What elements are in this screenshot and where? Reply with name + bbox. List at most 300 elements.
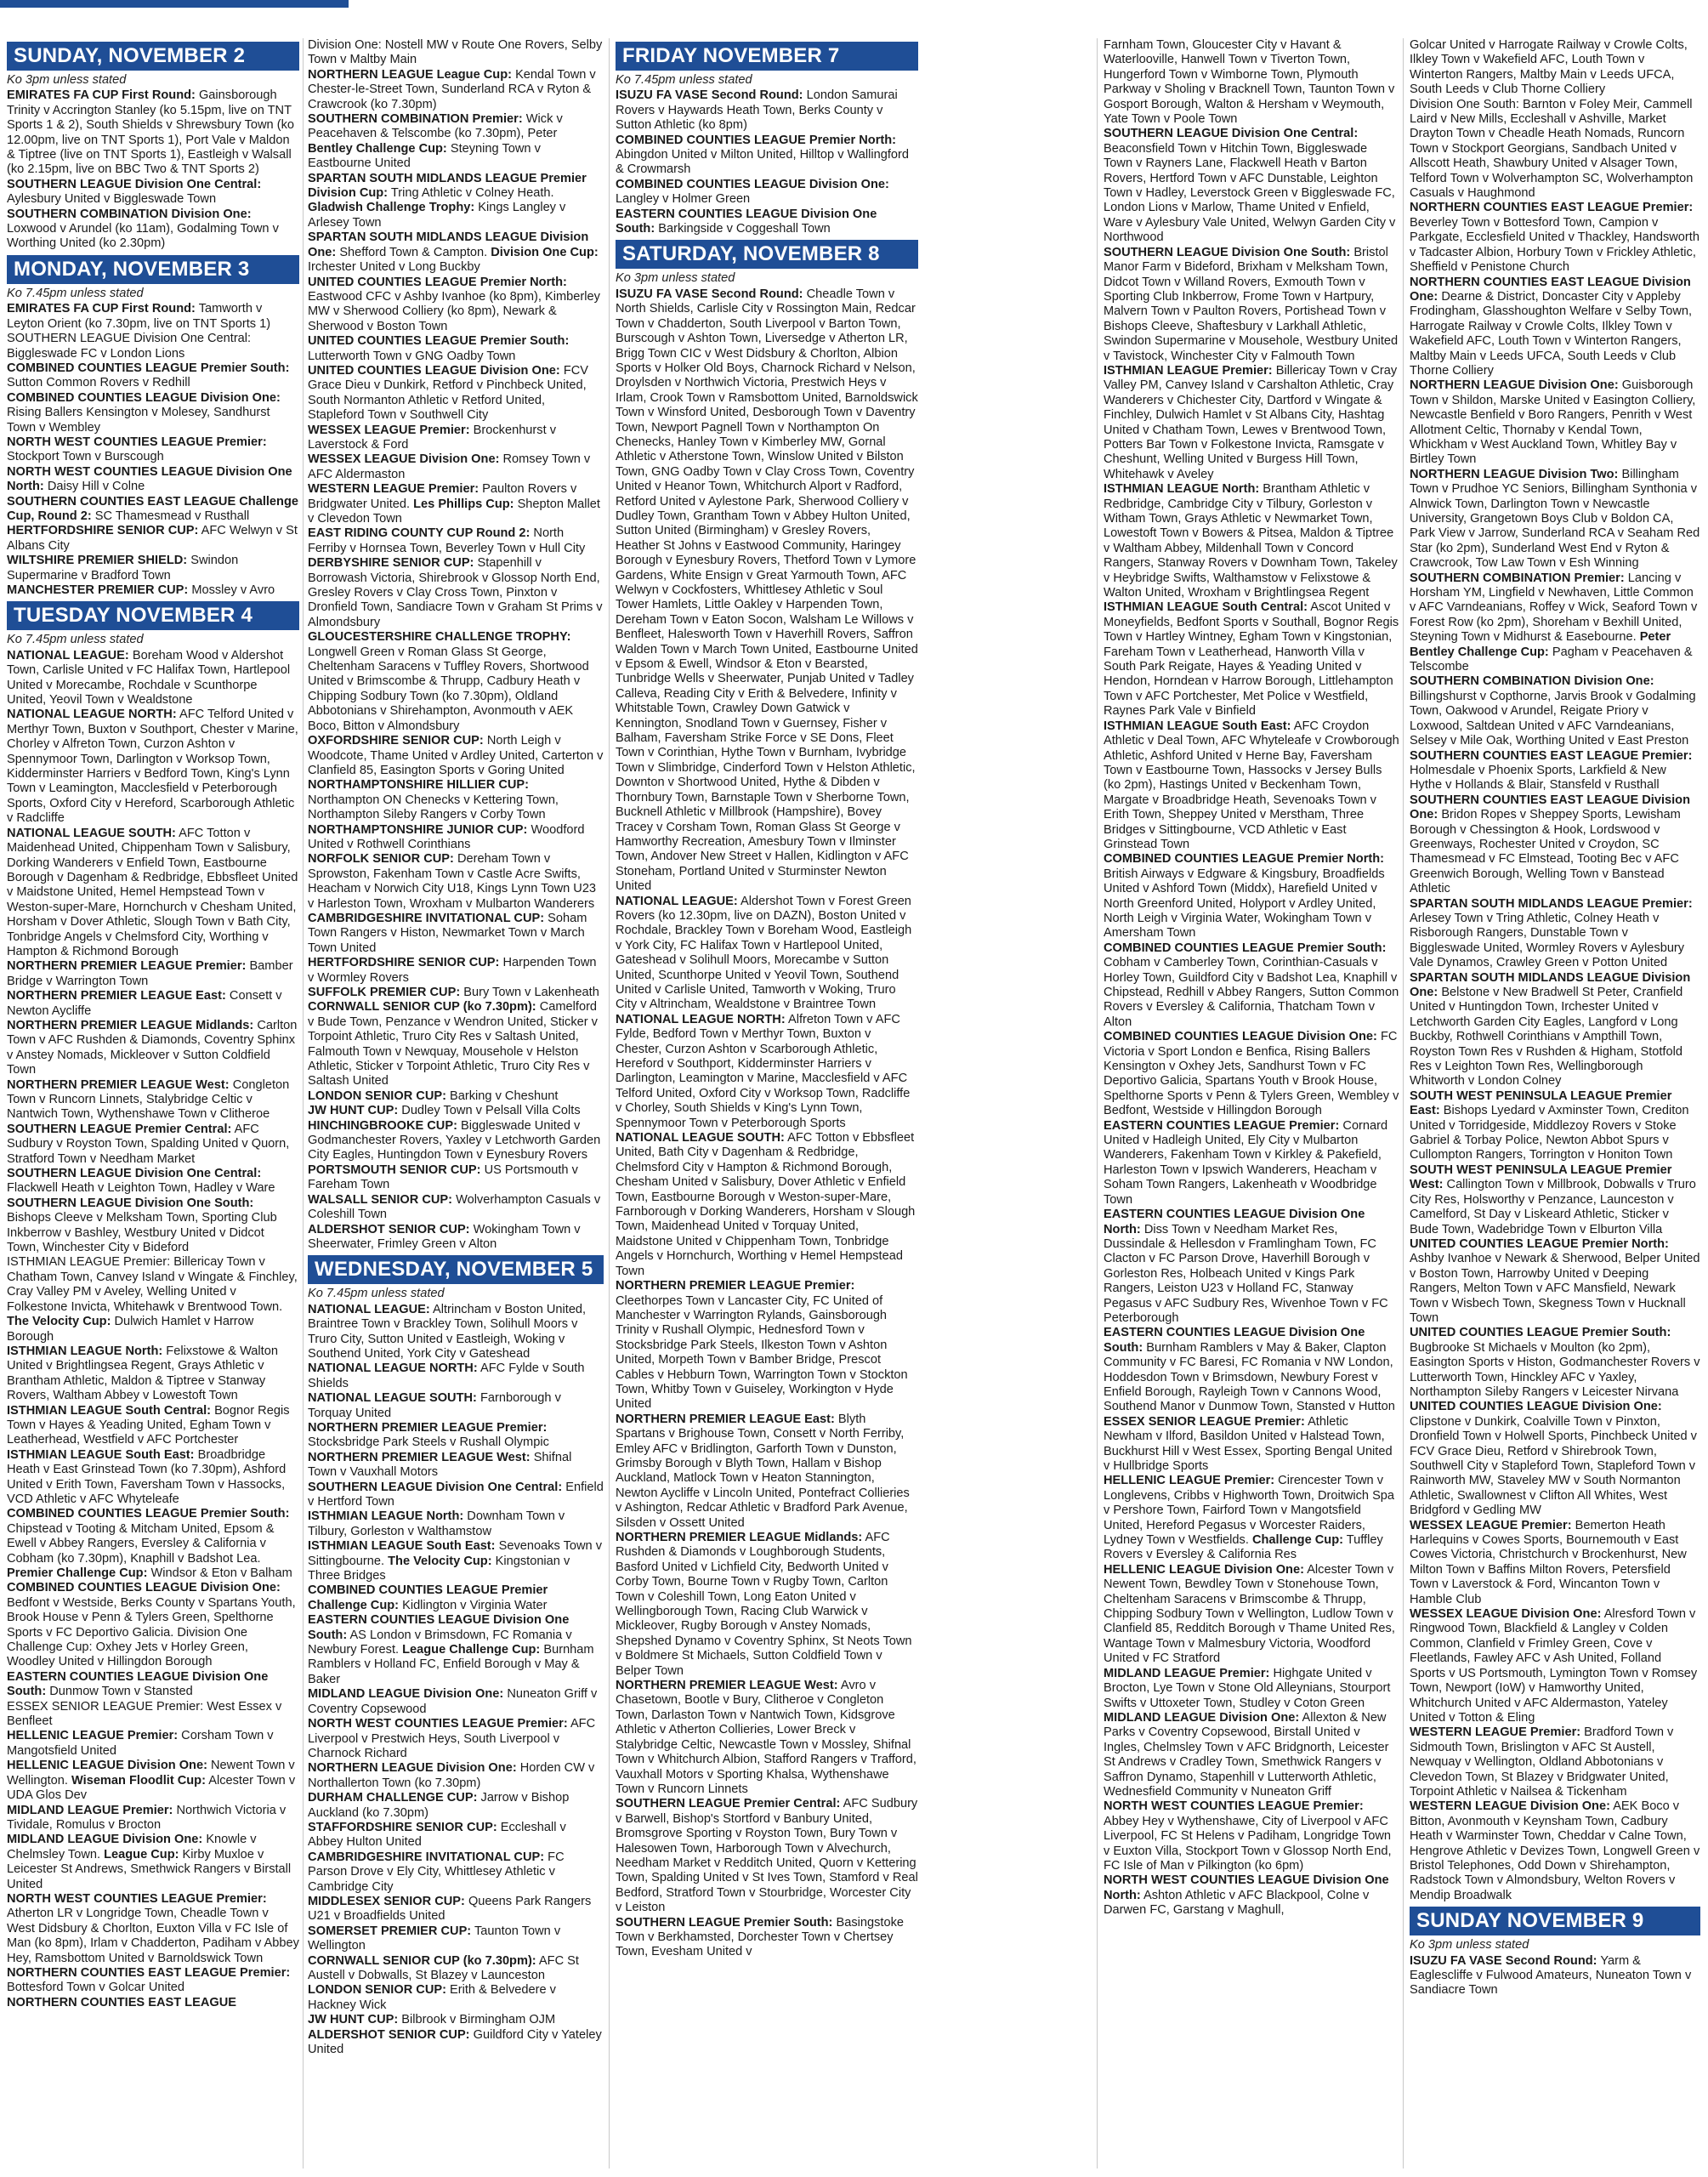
fixture-list: Kendal Town v Chester-le-Street Town, Sunderland RCA v Ryton & Crawcrook (ko 7.30pm)	[308, 67, 596, 111]
fixture-entry	[1104, 482, 1399, 600]
competition-name: EMIRATES FA CUP First Round:	[7, 88, 196, 103]
competition-name: NORTHERN LEAGUE Division Two:	[1410, 467, 1619, 481]
fixture-list: Guildford City v Yateley United	[308, 2027, 602, 2057]
fixture-list: Farnham Town, Gloucester City v Havant & Waterlooville, Hanwell Town v Tiverton Town, Hungerford Town v Wimborne Town, Plymouth Parkway v Sholing v Bracknell Town, Taunton Town v Gosport Borough, Walton & Hersham v Weymouth, Yate Town v Poole Town	[1104, 38, 1395, 127]
day-header-tuesday-november-4: TUESDAY NOVEMBER 4	[7, 601, 299, 630]
sub-competition-name: The Velocity Cup:	[388, 1554, 492, 1568]
fixture-entry	[1410, 201, 1700, 275]
competition-name: SOUTH WEST PENINSULA LEAGUE Premier West:	[1410, 1162, 1672, 1192]
fixture-entry	[7, 827, 299, 960]
fixture-list: Langley v Holmer Green	[616, 192, 751, 207]
fixture-list: Division One South: Barnton v Foley Meir, Cammell Laird v New Mills, Eccleshall v Ashville, Market Drayton Town v Cheadle Heath Nomads, Runcorn Town v Stockport Georgians, Sandbach United v Allscott Heath, Shawbury United v Alsager Town, Telford Town v Wolverhampton SC, Wolverhampton Casuals v Haughmond	[1410, 97, 1694, 201]
competition-name: WESSEX LEAGUE Premier:	[308, 423, 470, 437]
fixture-list: Steyning Town v Eastbourne United	[308, 141, 541, 171]
fixture-entry	[7, 435, 299, 465]
fixture-list: British Airways v Edgware & Kingsbury, Broadfields United v Ashford Town (Middx), Harefield United v North Greenford United, Holyport v Ardley United, North Leigh v Virginia Water, Wokingham Town v Amersham Town	[1104, 867, 1385, 941]
competition-name: NATIONAL LEAGUE NORTH:	[7, 708, 177, 722]
fixture-entry	[7, 1078, 299, 1123]
fixture-entry	[308, 556, 604, 630]
kickoff-note: Ko 7.45pm unless stated	[616, 73, 752, 87]
fixture-list: Northwich Victoria v Tividale, Romulus v Brocton	[7, 1803, 287, 1832]
competition-name: WESSEX LEAGUE Division One:	[308, 452, 500, 467]
fixture-list: Flackwell Heath v Leighton Town, Hadley v Ware	[7, 1181, 275, 1196]
fixture-entry	[308, 526, 604, 556]
sub-competition-name: Les Phillips Cup:	[413, 497, 514, 511]
fixture-entry	[308, 423, 604, 453]
fixture-entry	[308, 1509, 604, 1539]
fixture-entry	[308, 1481, 604, 1510]
fixture-entry	[308, 1391, 604, 1421]
kickoff-note: Ko 7.45pm unless stated	[308, 1287, 445, 1301]
fixture-list: Cobham v Camberley Town, Corinthian-Casuals v Horley Town, Guildford City v Badshot Lea, Knaphill v Chipstead, Redhill v Abbey Rangers, Sutton Common Rovers v Eversley & California, Thatcham Town v Alton	[1104, 956, 1399, 1029]
sub-fixture-list: Burnham Ramblers v Holland FC, Enfield Borough v May & Baker	[308, 1643, 594, 1686]
fixture-list: Bury Town v Lakenheath	[463, 986, 599, 999]
fixture-list: FC Victoria v Sport London e Benfica, Rising Ballers Kensington v Oxhey Jets, Sandhurst Town v FC Deportivo Galicia, Spartans Youth v Brook House, Spelthorne Sports v Penn & Tylers Green, Wembley v Bedfont, Westside v Hillingdon Borough	[1104, 1030, 1399, 1118]
competition-name: Bentley Challenge Cup:	[308, 141, 447, 156]
fixture-list: Aldershot Town v Forest Green Rovers (ko 12.30pm, live on DAZN), Boston United v Rochdale, Brackley Town v Boreham Wood, Eastleigh v York City, FC Halifax Town v Hartlepool United, Gateshead v Solihull Moors, Morecambe v Sutton United, Scunthorpe United v Yeovil Town, Southend United v Carlisle United, Tamworth v Woking, Truro City v Altrincham, Wealdstone v Braintree Town	[616, 894, 912, 1012]
column-divider	[609, 38, 610, 2168]
kickoff-note: Ko 7.45pm unless stated	[7, 286, 144, 300]
competition-name: SPARTAN SOUTH MIDLANDS LEAGUE Premier:	[1410, 896, 1693, 911]
competition-name: JW HUNT CUP:	[308, 2013, 399, 2027]
fixture-list: AS London v Brimsdown, FC Romania v Newbury Forest.	[308, 1628, 572, 1657]
competition-name: SOUTHERN LEAGUE Premier South:	[616, 1915, 833, 1930]
competition-name: HERTFORDSHIRE SENIOR CUP:	[308, 956, 500, 970]
fixture-entry	[1104, 1474, 1399, 1562]
fixture-entry	[308, 1821, 604, 1850]
competition-name: SPARTAN SOUTH MIDLANDS LEAGUE Division One:	[1410, 970, 1691, 999]
fixture-entry	[1410, 1607, 1700, 1725]
fixture-list: Erith & Belvedere v Hackney Wick	[308, 1983, 556, 2012]
fixture-entry	[1104, 1873, 1399, 1918]
fixture-entry	[1104, 1799, 1399, 1873]
fixture-entry	[308, 1954, 604, 1984]
fixture-list: Avro v Chasetown, Bootle v Bury, Clitheroe v Congleton Town, Darlaston Town v Nantwich Town, Kidsgrove Athletic v Atherton Collieries, Lower Breck v Stalybridge Celtic, Newcastle Town v Mossley, Shifnal Town v Whitchurch Albion, Stafford Rangers v Trafford, Vauxhall Motors v Sporting Khalsa, Wythenshawe Town v Runcorn Linnets	[616, 1679, 916, 1796]
fixture-list: Billericay Town v Cray Valley PM, Canvey Island v Carshalton Athletic, Cray Wanderers v Chichester City, Dartford v Wingate & Finchley, Dulwich Hamlet v St Albans City, Hashtag United v Chatham Town, Lewes v Brentwood Town, Potters Bar Town v Folkestone Invicta, Ramsgate v Cheshunt, Welling United v Burgess Hill Town, Whitehawk v Aveley	[1104, 363, 1398, 481]
fixture-entry	[7, 524, 299, 554]
fixture-entry	[308, 276, 604, 335]
fixture-entry	[308, 1761, 604, 1791]
fixture-list: Corsham Town v Mangotsfield United	[7, 1729, 274, 1758]
fixture-entry	[616, 1279, 918, 1412]
fixture-list: AFC Totton v Ebbsfleet United, Bath City v Dagenham & Redbridge, Chelmsford City v Hampton & Richmond Borough, Chesham United v Salisbury, Dover Athletic v Enfield Town, Eastbourne Borough v Weston-super-Mare, Farnborough v Dorking Wanderers, Horsham v Slough Town, Maidenhead United v Torquay United, Maidstone United v Chippenham Town, Tonbridge Angels v Hornchurch, Worthing v Hemel Hempstead Town	[616, 1131, 916, 1278]
fixture-entry	[308, 334, 604, 364]
competition-name: HINCHINGBROOKE CUP:	[308, 1118, 457, 1133]
competition-name: MIDLAND LEAGUE Division One:	[7, 1833, 203, 1847]
fixture-list: Carlton Town v AFC Rushden & Diamonds, Coventry Sphinx v Anstey Nomads, Mickleover v Sutton Coldfield Town	[7, 1018, 298, 1077]
competition-name: EASTERN COUNTIES LEAGUE Division One South:	[7, 1669, 269, 1699]
fixture-list: Alcester Town v Newent Town, Bewdley Town v Stonehouse Town, Cheltenham Saracens v Brimscombe & Thrupp, Chipping Sodbury Town v Wellington, Ludlow Town v Clanfield 85, Redditch Borough v Thame United Res, Wantage Town v Malmesbury Victoria, Woodford United v FC Stratford	[1104, 1562, 1395, 1666]
competition-name: COMBINED COUNTIES LEAGUE Division One:	[7, 390, 281, 405]
competition-name: DURHAM CHALLENGE CUP:	[308, 1791, 478, 1805]
competition-name: NATIONAL LEAGUE SOUTH:	[616, 1131, 785, 1145]
fixture-list: Ashby Ivanhoe v Newark & Sherwood, Belper United v Boston Town, Harrowby United v Deeping Rangers, Melton Town v AFC Mansfield, Newark Town v Wisbech Town, Skegness Town v Hucknall Town	[1410, 1252, 1700, 1325]
fixture-list: Clipstone v Dunkirk, Coalville Town v Pinxton, Dronfield Town v Holwell Sports, Pinchbeck United v FCV Grace Dieu, Retford v Shirebrook Town, Southwell City v Stapleford Town, Stapleford Town v Rainworth MW, Staveley MW v South Normanton Athletic, Swallownest v Clifton All Whites, West Bridgford v Gedling MW	[1410, 1414, 1697, 1518]
fixture-list: Newent Town v Wellington.	[7, 1759, 295, 1788]
fixture-list: Taunton Town v Wellington	[308, 1924, 561, 1953]
competition-name: NORTHERN LEAGUE Division One:	[308, 1761, 517, 1776]
fixture-list: Stapenhill v Borrowash Victoria, Shirebrook v Glossop North End, Gresley Rovers v Clay Cross Town, Pinxton v Dronfield Town, Sandiacre Town v Graham St Prims v Almondsbury	[308, 556, 603, 629]
competition-name: MIDDLESEX SENIOR CUP:	[308, 1894, 465, 1908]
competition-name: EASTERN COUNTIES LEAGUE Division One South:	[308, 1613, 570, 1642]
fixture-entry	[616, 1916, 918, 1960]
fixture-list: Bristol Manor Farm v Bideford, Brixham v Melksham Town, Didcot Town v Willand Rovers, Exmouth Town v Sporting Club Inkberrow, Frome Town v Hartpury, Malvern Town v Paulton Rovers, Portishead Town v Bishops Cleeve, Shaftesbury v Larkhall Athletic, Swindon Supermarine v Mousehole, Westbury United v Tavistock, Winchester City v Falmouth Town	[1104, 245, 1399, 363]
sub-competition-name: Division One Cup:	[491, 245, 599, 259]
competition-name: NORTHAMPTONSHIRE HILLIER CUP:	[308, 778, 529, 793]
competition-name: HELLENIC LEAGUE Division One:	[7, 1759, 207, 1773]
competition-name: WESTERN LEAGUE Premier:	[308, 482, 479, 497]
fixture-list: Alfreton Town v AFC Fylde, Bedford Town v Merthyr Town, Buxton v Chester, Curzon Ashton v Scarborough Athletic, Hereford v Southport, Kidderminster Harriers v Darlington, Leamington v Marine, Macclesfield v AFC Telford United, Oxford City v Worksop Town, Radcliffe v Chorley, South Shields v King's Lynn Town, Spennymoor Town v Peterborough Sports	[616, 1012, 911, 1130]
competition-name: UNITED COUNTIES LEAGUE Premier South:	[1410, 1326, 1671, 1340]
competition-name: EASTERN COUNTIES LEAGUE Division One North:	[1104, 1208, 1365, 1236]
competition-name: NORTH WEST COUNTIES LEAGUE Division One North:	[7, 464, 292, 494]
competition-name: SOUTHERN LEAGUE Division One South:	[7, 1196, 254, 1210]
fixture-entry	[1104, 1326, 1399, 1414]
fixture-entry	[1410, 1954, 1700, 1998]
fixture-list: Mossley v Avro	[191, 583, 275, 597]
fixture-list: Cirencester Town v Longlevens, Cribbs v Highworth Town, Droitwich Spa v Pershore Town, Fairford Town v Mangotsfield United, Hereford Pegasus v Worcester Raiders, Lydney Town v Westfields.	[1104, 1474, 1395, 1548]
fixture-entry	[1410, 38, 1700, 98]
fixture-entry	[308, 142, 604, 172]
fixture-entry	[7, 583, 299, 598]
top-accent-bar	[0, 0, 349, 8]
fixture-list: AFC Rushden & Diamonds v Loughborough Students, Basford United v Lichfield City, Bedworth United v Corby Town, Bourne Town v Rugby Town, Carlton Town v Coleshill Town, Long Eaton United v Wellingborough Town, Racing Club Warwick v Mickleover, Rugby Borough v Anstey Nomads, Shepshed Dynamo v Coventry Sphinx, St Neots Town v Boldmere St Michaels, Sutton Coldfield Town v Belper Town	[616, 1531, 912, 1678]
fixture-entry	[616, 1797, 918, 1915]
fixture-list: Eastwood CFC v Ashby Ivanhoe (ko 8pm), Kimberley MW v Sherwood Colliery (ko 8pm), Newark & Sherwood v Boston Town	[308, 289, 600, 333]
fixture-entry	[1410, 1163, 1700, 1237]
competition-name: NORTHERN COUNTIES EAST LEAGUE Premier:	[7, 1965, 291, 1980]
fixture-entry	[616, 1131, 918, 1279]
day-header-sunday-november-9: SUNDAY NOVEMBER 9	[1410, 1907, 1700, 1935]
fixture-list: Rising Ballers Kensington v Molesey, Sandhurst Town v Wembley	[7, 406, 270, 435]
fixture-entry	[616, 287, 918, 895]
fixture-entry	[1410, 276, 1700, 379]
competition-name: NORTHERN PREMIER LEAGUE West:	[308, 1450, 531, 1464]
competition-name: NORTHERN PREMIER LEAGUE Midlands:	[616, 1531, 863, 1544]
column-divider	[1097, 38, 1098, 2168]
fixture-list: Bridon Ropes v Sheppey Sports, Lewisham Borough v Chessington & Hook, Lordswood v Greenways, Rochester United v Croydon, SC Thamesmead v FC Elmstead, Tooting Bec v AFC Greenwich Borough, Welling Town v Banstead Athletic	[1410, 808, 1681, 896]
competition-name: NATIONAL LEAGUE SOUTH:	[7, 826, 176, 840]
fixture-entry	[1104, 1208, 1399, 1326]
fixture-entry	[616, 207, 918, 237]
competition-name: NATIONAL LEAGUE NORTH:	[308, 1361, 478, 1376]
competition-name: NORTHERN COUNTIES EAST LEAGUE Premier:	[1410, 201, 1694, 215]
competition-name: ISUZU FA VASE Second Round:	[1410, 1953, 1597, 1968]
fixture-entry	[1104, 364, 1399, 482]
fixture-list: Eccleshall v Abbey Hulton United	[308, 1820, 566, 1850]
fixture-list: Aylesbury United v Biggleswade Town	[7, 192, 217, 207]
competition-name: CORNWALL SENIOR CUP (ko 7.30pm):	[308, 1000, 536, 1015]
competition-name: OXFORDSHIRE SENIOR CUP:	[308, 734, 484, 748]
competition-name: NORTHERN PREMIER LEAGUE East:	[7, 989, 226, 1003]
competition-name: SOUTHERN COUNTIES EAST LEAGUE Premier:	[1410, 748, 1693, 763]
fixture-entry	[1410, 793, 1700, 897]
competition-name: SOUTHERN COMBINATION Division One:	[7, 207, 252, 221]
competition-name: STAFFORDSHIRE SENIOR CUP:	[308, 1820, 497, 1834]
column-divider	[303, 38, 304, 2168]
fixture-entry	[1104, 1563, 1399, 1667]
competition-name: WALSALL SENIOR CUP:	[308, 1192, 452, 1207]
fixture-list: Arlesey Town v Tring Athletic, Colney Heath v Risborough Rangers, Dunstable Town v Biggleswade United, Wormley Rovers v Aylesbury Vale Dynamos, Crawley Green v Potton United	[1410, 911, 1685, 970]
fixture-list: Bradford Town v Sidmouth Town, Brislington v AFC St Austell, Newquay v Wellington, Oldland Abbotonians v Clevedon Town, St Blazey v Bridgwater United, Torpoint Athletic v Nailsea & Tickenham	[1410, 1725, 1674, 1799]
fixture-list: Nuneaton Griff v Coventry Copsewood	[308, 1687, 598, 1716]
competition-name: ISTHMIAN LEAGUE South East:	[308, 1539, 496, 1554]
competition-name: GLOUCESTERSHIRE CHALLENGE TROPHY:	[308, 630, 571, 645]
fixture-entry	[1104, 246, 1399, 364]
fixture-list: Chipstead v Tooting & Mitcham United, Epsom & Ewell v Abbey Rangers, Eversley & California v Cobham (ko 7.30pm), Knaphill v Badshot Lea.	[7, 1521, 275, 1566]
fixture-entry	[1410, 897, 1700, 971]
fixture-entry	[308, 1089, 604, 1104]
fixture-list: Bemerton Heath Harlequins v Cowes Sports, Bournemouth v East Cowes Victoria, Christchurch v Brockenhurst, New Milton Town v Baffins Milton Rovers, Petersfield Town v Laverstock & Ford, Wincanton Town v Hamble Club	[1410, 1518, 1687, 1606]
fixture-entry	[1410, 378, 1700, 467]
sub-fixture-list: Kirby Muxloe v Leicester St Andrews, Smethwick Rangers v Birstall United	[7, 1847, 292, 1891]
fixture-entry	[7, 207, 299, 252]
fixture-entry	[1410, 1725, 1700, 1799]
competition-name: COMBINED COUNTIES LEAGUE Premier Challenge Cup:	[308, 1583, 548, 1612]
fixture-list: Downham Town v Tilbury, Gorleston v Walthamstow	[308, 1509, 565, 1538]
competition-name: MANCHESTER PREMIER CUP:	[7, 583, 189, 597]
sub-competition-name: League Challenge Cup:	[402, 1643, 541, 1657]
fixture-entry	[308, 1451, 604, 1481]
fixture-list: Holmesdale v Phoenix Sports, Larkfield & New Hythe v Hollands & Blair, Stansfeld v Rusthall	[1410, 763, 1666, 793]
competition-name: COMBINED COUNTIES LEAGUE Premier South:	[7, 1507, 290, 1521]
fixture-entry	[7, 1507, 299, 1581]
fixture-list: Harpenden Town v Wormley Rovers	[308, 956, 597, 985]
fixture-entry	[7, 1196, 299, 1256]
fixture-entry	[7, 178, 299, 207]
fixture-entry	[308, 2013, 604, 2027]
fixture-list: Lutterworth Town v GNG Oadby Town	[308, 349, 516, 363]
fixture-list: Daisy Hill v Colne	[47, 480, 145, 494]
fixture-list: Blyth Spartans v Brighouse Town, Consett v North Ferriby, Emley AFC v Bridlington, Garforth Town v Dunston, Grimsby Borough v Blyth Town, Hallam v Bishop Auckland, Matlock Town v Heaton Stannington, Newton Aycliffe v Lincoln United, Pontefract Collieries v Ashington, Redcar Athletic v Bradford Park Avenue, Silsden v Ossett United	[616, 1412, 910, 1530]
fixture-entry	[7, 1996, 299, 2010]
fixture-entry	[308, 1223, 604, 1253]
competition-name: COMBINED COUNTIES LEAGUE Division One:	[1104, 1030, 1377, 1044]
competition-name: SOUTHERN COMBINATION Division One:	[1410, 674, 1654, 689]
competition-name: ESSEX SENIOR LEAGUE Premier:	[1104, 1414, 1305, 1429]
competition-name: UNITED COUNTIES LEAGUE Division One:	[1410, 1400, 1662, 1414]
fixture-list: Swindon Supermarine v Bradford Town	[7, 554, 239, 583]
competition-name: PORTSMOUTH SENIOR CUP:	[308, 1162, 481, 1177]
day-header-monday-november-3: MONDAY, NOVEMBER 3	[7, 255, 299, 284]
fixture-list: Bottesford Town v Golcar United	[7, 1981, 185, 1995]
fixture-entry	[7, 1670, 299, 1700]
fixture-list: Consett v Newton Aycliffe	[7, 989, 282, 1018]
fixture-list: Gainsborough Trinity v Accrington Stanley (ko 5.15pm, live on TNT Sports 1 & 2), South Shields v Shrewsbury Town (ko 12.00pm, live on TNT Sports 1), Port Vale v Maldon & Tiptree (live on TNT Sports 1), Eastleigh v Walsall (ko 2.15pm, live on BBC Two & TNT Sports 2)	[7, 88, 294, 177]
fixture-list: Shifnal Town v Vauxhall Motors	[308, 1450, 572, 1480]
competition-name: NATIONAL LEAGUE:	[616, 894, 738, 908]
fixture-entry	[1410, 971, 1700, 1089]
sub-competition-name: Premier Challenge Cup:	[7, 1566, 148, 1580]
fixture-entry	[308, 1421, 604, 1451]
fixture-entry	[308, 38, 604, 68]
column-4	[1104, 38, 1399, 2168]
fixture-entry	[616, 178, 918, 207]
competition-name: ALDERSHOT SENIOR CUP:	[308, 1222, 470, 1236]
sub-competition-name: Challenge Cup:	[1251, 1533, 1343, 1548]
fixture-entry	[1410, 1400, 1700, 1518]
competition-name: NORTHAMPTONSHIRE JUNIOR CUP:	[308, 822, 528, 837]
fixture-list: Dunmow Town v Stansted	[49, 1685, 193, 1699]
fixture-entry	[1104, 941, 1399, 1030]
fixture-list: Bedfont v Westside, Berks County v Spartans Youth, Brook House v Penn & Tylers Green, Spelthorne Sports v FC Deportivo Galicia. Division One Challenge Cup: Oxhey Jets v Horley Green, Woodley United v Hillingdon Borough	[7, 1595, 296, 1669]
fixture-list: Stockport Town v Burscough	[7, 450, 164, 464]
fixture-entry	[1410, 1799, 1700, 1903]
fixture-list: Atherton LR v Longridge Town, Cheadle Town v West Didsbury & Chorlton, Euxton Villa v FC Isle of Man (ko 8pm), Irlam v Chadderton, Padiham v Abbey Hey, Ramsbottom United v Barnoldswick Town	[7, 1907, 299, 1965]
fixture-entry	[1410, 1326, 1700, 1400]
fixture-list: Tamworth v Leyton Orient (ko 7.30pm, live on TNT Sports 1)	[7, 302, 271, 331]
competition-name: NATIONAL LEAGUE NORTH:	[616, 1012, 786, 1026]
kickoff-note: Ko 7.45pm unless stated	[7, 633, 144, 647]
fixture-entry	[1104, 1030, 1399, 1118]
competition-name: NATIONAL LEAGUE:	[308, 1302, 430, 1316]
competition-name: SOUTHERN LEAGUE Division One Central:	[7, 1167, 262, 1181]
fixture-entry	[1410, 98, 1700, 202]
fixture-entry	[1104, 1667, 1399, 1711]
fixture-entry	[308, 112, 604, 142]
fixture-list: SOUTHERN LEAGUE Division One Central: Biggleswade FC v London Lions	[7, 332, 252, 361]
fixture-list: Broadbridge Heath v East Grinstead Town (ko 7.30pm), Ashford United v Erith Town, Faversham Town v Hassocks, VCD Athletic v AFC Whyteleafe	[7, 1447, 287, 1506]
fixture-list: ISTHMIAN LEAGUE Premier: Billericay Town v Chatham Town, Canvey Island v Wingate & Finchley, Cray Valley PM v Aveley, Welling United v Folkestone Invicta, Whitehawk v Brentwood Town.	[7, 1255, 298, 1314]
fixture-list: Billingshurst v Copthorne, Jarvis Brook v Godalming Town, Oakwood v Arundel, Reigate Priory v Loxwood, Saltdean United v AFC Varndeanians, Selsey v Mile Oak, Worthing United v East Preston	[1410, 689, 1696, 748]
fixture-entry	[1410, 571, 1700, 675]
competition-name: MIDLAND LEAGUE Premier:	[1104, 1666, 1270, 1680]
competition-name: UNITED COUNTIES LEAGUE Premier North:	[1410, 1236, 1669, 1251]
competition-name: COMBINED COUNTIES LEAGUE Premier South:	[1104, 941, 1387, 955]
competition-name: COMBINED COUNTIES LEAGUE Premier South:	[7, 361, 290, 375]
fixture-entry	[7, 1255, 299, 1344]
fixture-entry	[616, 895, 918, 1013]
fixture-entry	[308, 230, 604, 275]
fixture-list: Diss Town v Needham Market Res, Dussindale & Hellesdon v Framlingham Town, FC Clacton v FC Parson Drove, Haverhill Borough v Gorleston Res, Holbeach United v Kings Park Rangers, Leiston U23 v Holland FC, Stanway Pegasus v AFC Sudbury Res, Wivenhoe Town v FC Peterborough	[1104, 1222, 1388, 1325]
fixture-list: Barking v Cheshunt	[450, 1088, 559, 1103]
fixture-list: Queens Park Rangers U21 v Broadfields United	[308, 1894, 592, 1924]
competition-name: SOUTHERN COMBINATION Premier:	[308, 112, 523, 127]
competition-name: CAMBRIDGESHIRE INVITATIONAL CUP:	[308, 1850, 545, 1864]
column-1	[7, 38, 299, 2168]
fixture-list: Callington Town v Millbrook, Dobwalls v Truro City Res, Holsworthy v Penzance, Launceston v Camelford, St Day v Liskeard Athletic, Sticker v Bude Town, Wadebridge Town v Elburton Villa	[1410, 1178, 1696, 1236]
fixture-entry	[7, 332, 299, 361]
fixture-list: Altrincham v Boston United, Braintree Town v Brackley Town, Solihull Moors v Truro City, Sutton United v Eastleigh, Woking v Southend United, York City v Gateshead	[308, 1302, 587, 1361]
fixture-entry	[7, 1167, 299, 1196]
fixture-list: AFC Sudbury v Royston Town, Spalding United v Quorn, Stratford Town v Needham Market	[7, 1122, 290, 1166]
fixture-entry	[1410, 1519, 1700, 1607]
fixture-list: Burnham Ramblers v May & Baker, Clapton Community v FC Baresi, FC Romania v NW London, Hoddesdon Town v Brimsdown, Newbury Forest v Enfield Borough, Rayleigh Town v Cannons Wood, Southend Manor v Dunmow Town, Stansted v Hutton	[1104, 1340, 1395, 1414]
fixture-list: Basingstoke Town v Berkhamsted, Dorchester Town v Chertsey Town, Evesham United v	[616, 1915, 904, 1959]
fixture-list: Jarrow v Bishop Auckland (ko 7.30pm)	[308, 1791, 570, 1820]
fixture-entry	[7, 1966, 299, 1996]
competition-name: ISTHMIAN LEAGUE South Central:	[1104, 600, 1308, 615]
fixture-list: AEK Boco v Bitton, Avonmouth v Keynsham Town, Cadbury Heath v Warminster Town, Cheddar v Calne Town, Hengrove Athletic v Devizes Town, Longwell Green v Bristol Telephones, Odd Down v Shirehampton, Radstock Town v Almondsbury, Welton Rovers v Mendip Broadwalk	[1410, 1799, 1700, 1902]
competition-name: EMIRATES FA CUP First Round:	[7, 302, 196, 316]
fixture-list: Cornard United v Hadleigh United, Ely City v Mulbarton Wanderers, Fakenham Town v Kirkley & Pakefield, Harleston Town v Ipswich Wanderers, Heacham v Soham Town Rangers, Lakenheath v Woodbridge Town	[1104, 1118, 1388, 1207]
competition-name: EASTERN COUNTIES LEAGUE Division One South:	[616, 207, 877, 236]
fixture-list: US Portsmouth v Fareham Town	[308, 1162, 578, 1192]
sub-fixture-list: Kings Langley v Arlesey Town	[308, 201, 566, 230]
fixture-list: Abbey Hey v Wythenshawe, City of Liverpool v AFC Liverpool, FC St Helens v Padiham, Longridge Town v Euxton Villa, Stockport Town v Glossop North End, FC Isle of Man v Pilkington (ko 6pm)	[1104, 1814, 1392, 1873]
fixture-list: Woodford United v Rothwell Corinthians	[308, 822, 585, 851]
fixture-list: Loxwood v Arundel (ko 11am), Godalming Town v Worthing United (ko 2.30pm)	[7, 222, 279, 251]
fixture-entry	[7, 1892, 299, 1966]
fixture-list: FCV Grace Dieu v Dunkirk, Retford v Pinchbeck United, South Normanton Athletic v Retford United, Stapleford Town v Southwell City	[308, 363, 589, 423]
fixture-entry	[308, 2028, 604, 2058]
fixture-entry	[308, 1104, 604, 1118]
fixture-list: ESSEX SENIOR LEAGUE Premier: West Essex v Benfleet	[7, 1699, 282, 1729]
fixture-entry	[308, 778, 604, 822]
fixture-list: Farnborough v Torquay United	[308, 1391, 561, 1420]
column-3	[616, 38, 918, 2168]
fixture-list: Golcar United v Harrogate Railway v Crowle Colts, Ilkley Town v Wakefield AFC, Louth Town v Winterton Rangers, Maltby Main v Leeds UFCA, South Leeds v Club Thorne Colliery	[1410, 38, 1688, 97]
fixture-entry	[7, 708, 299, 826]
sub-competition-name: Wiseman Floodlit Cup:	[71, 1773, 206, 1788]
competition-name: SOUTHERN LEAGUE Premier Central:	[7, 1122, 232, 1136]
fixture-list: Sevenoaks Town v Sittingbourne.	[308, 1539, 603, 1568]
fixture-list: Dereham Town v Sprowston, Fakenham Town v Castle Acre Swifts, Heacham v Norwich City U18, Kings Lynn Town U23 v Harleston Town, Wroxham v Mulbarton Wanderers	[308, 852, 597, 911]
fixture-entry	[308, 1163, 604, 1193]
competition-name: SOUTHERN COUNTIES EAST LEAGUE Division One:	[1410, 793, 1691, 822]
fixture-entry	[308, 956, 604, 986]
day-header-sunday-november-2: SUNDAY, NOVEMBER 2	[7, 42, 299, 71]
fixture-entry	[7, 1019, 299, 1078]
fixture-entry	[7, 554, 299, 583]
competition-name: HELLENIC LEAGUE Premier:	[7, 1729, 179, 1743]
sub-fixture-list: Shepton Mallet v Clevedon Town	[308, 497, 600, 526]
fixture-entry	[1410, 749, 1700, 793]
competition-name: NATIONAL LEAGUE SOUTH:	[308, 1391, 477, 1406]
competition-name: SOUTHERN LEAGUE Division One Central:	[7, 177, 262, 191]
kickoff-note: Ko 3pm unless stated	[1410, 1938, 1529, 1952]
fixture-list: Boreham Wood v Aldershot Town, Carlisle United v FC Halifax Town, Hartlepool United v Morecambe, Rochdale v Scunthorpe United, Yeovil Town v Wealdstone	[7, 648, 291, 708]
fixture-entry	[308, 1539, 604, 1583]
competition-name: UNITED COUNTIES LEAGUE Premier North:	[308, 275, 567, 289]
fixture-entry	[308, 1583, 604, 1613]
fixture-entry	[308, 852, 604, 912]
fixture-list: Beaconsfield Town v Hitchin Town, Biggleswade Town v Rayners Lane, Flackwell Heath v Barton Rovers, Hertford Town v AFC Dunstable, Leighton Town v Hadley, Leverstock Green v Biggleswade FC, London Lions v Marlow, Thame United v Enfield, Ware v Aylesbury Vale United, Welwyn Garden City v Northwood	[1104, 141, 1396, 245]
competition-name: EASTERN COUNTIES LEAGUE Division One South:	[1104, 1326, 1365, 1355]
fixture-list: Bugbrooke St Michaels v Moulton (ko 2pm), Easington Sports v Histon, Godmanchester Rovers v Lutterworth Town, Hinckley AFC v Yaxley, Northampton Sileby Rangers v Leicester Nirvana	[1410, 1340, 1700, 1399]
fixture-list: London Samurai Rovers v Haywards Heath Town, Berks County v Sutton Athletic (ko 8pm)	[616, 88, 898, 133]
fixture-entry	[308, 1361, 604, 1391]
fixture-entry	[308, 912, 604, 956]
sub-fixture-list: Tuffley Rovers v Eversley & California Res	[1104, 1533, 1383, 1562]
fixture-list: Belstone v New Bradwell St Peter, Cranfield United v Huntingdon Town, Irchester United v Letchworth Garden City Eagles, Langford v Long Buckby, Rothwell Corinthians v Ampthill Town, Royston Town Res v Rushden & Higham, Stotfold Res v Leighton Town Res, Wellingborough Whitworth v London Colney	[1410, 986, 1683, 1088]
fixture-entry	[308, 1717, 604, 1761]
fixture-list: North Leigh v Woodcote, Thame United v Ardley United, Carterton v Clanfield 85, Easington Sports v Goring United	[308, 734, 604, 777]
fixture-list: Dudley Town v Pelsall Villa Colts	[401, 1104, 581, 1118]
sub-competition-name: The Velocity Cup:	[7, 1315, 111, 1329]
fixture-list: AFC St Austell v Dobwalls, St Blazey v Launceston	[308, 1953, 579, 1982]
fixture-list: AFC Fylde v South Shields	[308, 1361, 585, 1390]
fixture-entry	[1410, 674, 1700, 748]
sub-fixture-list: Irchester United v Long Buckby	[308, 260, 480, 275]
fixture-entry	[1104, 600, 1399, 719]
competition-name: MIDLAND LEAGUE Division One:	[308, 1687, 504, 1702]
fixture-list: Abingdon United v Milton United, Hilltop v Wallingford & Crowmarsh	[616, 148, 910, 177]
fixture-list: AFC Liverpool v Prestwich Heys, South Liverpool v Charnock Richard	[308, 1717, 596, 1760]
fixture-entry	[308, 1983, 604, 2013]
fixture-entry	[7, 649, 299, 708]
competition-name: NORTHERN PREMIER LEAGUE Premier:	[7, 959, 247, 974]
fixture-entry	[7, 1581, 299, 1669]
competition-name: WESSEX LEAGUE Division One:	[1410, 1607, 1602, 1622]
fixture-list: Felixstowe & Walton United v Brightlingsea Regent, Grays Athletic v Brantham Athletic, Maldon & Tiptree v Stanway Rovers, Waltham Abbey v Lowestoft Town	[7, 1344, 278, 1403]
competition-name: WESTERN LEAGUE Division One:	[1410, 1799, 1610, 1814]
fixture-list: Longwell Green v Roman Glass St George, Cheltenham Saracens v Tuffley Rovers, Shortwood United v Brimscombe & Thrupp, Cadbury Heath v Chipping Sodbury Town (ko 7.30pm), Oldland Abbotonians v Shirehampton, Avonmouth v AEK Boco, Bitton v Almondsbury	[308, 645, 589, 733]
competition-name: DERBYSHIRE SENIOR CUP:	[308, 556, 474, 571]
fixture-list: Bilbrook v Birmingham OJM	[401, 2013, 556, 2027]
competition-name: SOUTHERN LEAGUE Division One Central:	[308, 1480, 563, 1494]
fixture-list: Paulton Rovers v Bridgwater United.	[308, 482, 577, 511]
